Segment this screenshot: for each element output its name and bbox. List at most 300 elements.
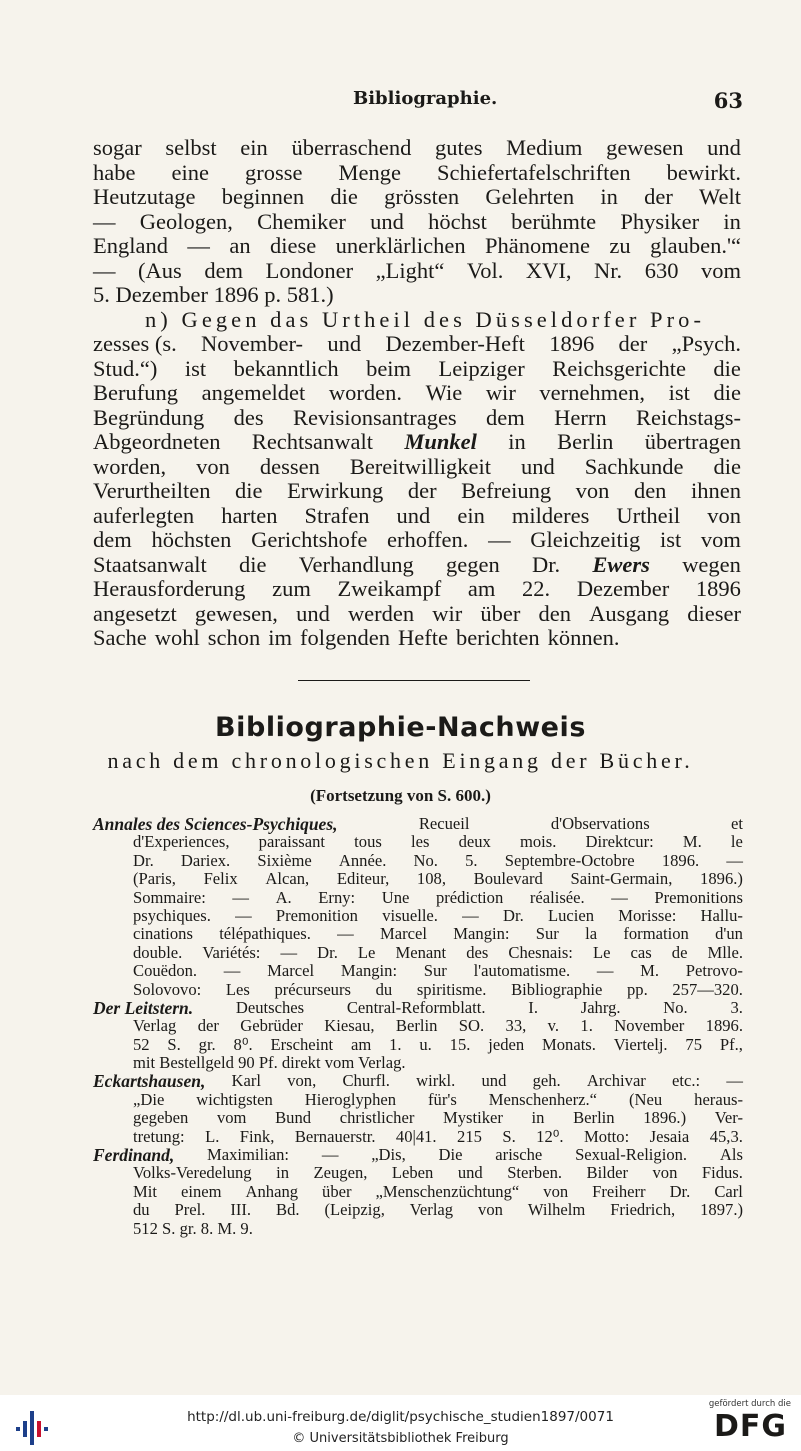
word: Sur (423, 961, 447, 981)
word: in (276, 1163, 289, 1183)
word: glauben.'“ (650, 233, 741, 258)
word: grosse (244, 159, 303, 185)
biblio-line (93, 1109, 743, 1127)
word: Direktcur: (585, 832, 654, 852)
word: Karl (231, 1071, 262, 1091)
word: Le (592, 942, 611, 962)
word: des (233, 404, 264, 430)
word: I. (528, 997, 538, 1017)
word: über (480, 600, 521, 626)
word: Archivar (586, 1071, 646, 1091)
word: Berlin (573, 1108, 615, 1128)
word: Maximilian: (206, 1145, 290, 1165)
word: können. (547, 625, 620, 650)
word: Dr. (669, 1181, 691, 1201)
body-line (93, 553, 741, 578)
word: für's (428, 1089, 457, 1109)
word: und (481, 1071, 507, 1091)
word: zu (609, 233, 631, 258)
word: d'un (715, 924, 743, 944)
copyright-notice: © Universitätsbibliothek Freiburg (292, 1431, 509, 1446)
word: 1. (389, 1034, 402, 1054)
word: Sexual-Religion. (575, 1145, 688, 1165)
word: 8⁰. (233, 1034, 253, 1054)
word: Bilder (586, 1163, 629, 1183)
word: November- (201, 331, 304, 356)
word: 1896 (695, 576, 741, 601)
word: télépathiques. (219, 924, 311, 944)
word: cinations (133, 924, 193, 944)
word: Deutsches (235, 997, 305, 1017)
word: den (633, 478, 667, 503)
word: Zeugen, (313, 1163, 368, 1183)
word: — (280, 942, 298, 962)
source-url[interactable]: http://dl.ub.uni-freiburg.de/diglit/psychische_studien1897/0071 (187, 1409, 614, 1425)
word: (Neu (629, 1089, 663, 1109)
word: worden, (93, 453, 167, 479)
word: Sache (93, 625, 147, 650)
word: Dr. (502, 905, 524, 925)
word: der (618, 331, 648, 356)
biblio-line (93, 1201, 743, 1219)
word: selbst (165, 135, 217, 160)
word: von (652, 1163, 678, 1183)
word: — (611, 887, 628, 907)
word: Erny: (318, 887, 356, 907)
word: Editeur, (336, 869, 390, 889)
biblio-line (93, 1183, 743, 1201)
word: Lucien (547, 905, 595, 925)
word: Churfl. (342, 1071, 390, 1091)
word: Bund (275, 1108, 312, 1128)
word: wir (485, 380, 516, 405)
body-line (93, 504, 741, 529)
word: Jesaia (649, 1126, 690, 1146)
biblio-line (93, 1164, 743, 1182)
word: höchsten (151, 527, 232, 552)
word: Dr. (133, 850, 154, 870)
word: Verlag (409, 1200, 454, 1220)
body-line (93, 479, 741, 504)
word: — (488, 527, 511, 552)
body-line (93, 577, 741, 602)
word: No. (413, 850, 438, 870)
body-line (93, 283, 741, 308)
word: folgenden (300, 625, 390, 650)
page-header (95, 88, 743, 116)
word: und (396, 502, 431, 528)
word: mit Bestellgeld 90 Pf. direkt vom Verlag. (133, 1053, 406, 1073)
word: harten (221, 502, 278, 528)
body-line (93, 161, 741, 186)
word: XVI, (525, 257, 572, 283)
word: der (197, 1016, 219, 1036)
word: über (322, 1181, 352, 1201)
running-head: Bibliographie. (353, 88, 498, 109)
word: Vol. (466, 257, 504, 283)
biblio-line (93, 944, 743, 962)
body-line (93, 406, 741, 431)
word: dessen (259, 453, 320, 479)
word: habe (93, 159, 136, 185)
body-text (93, 136, 741, 651)
word: Staatsanwalt (93, 551, 207, 577)
word: Prel. (174, 1200, 206, 1220)
word: an (229, 233, 251, 258)
word: gegen (446, 551, 500, 577)
word: sogar (93, 135, 142, 160)
word: Leipziger (438, 355, 525, 381)
word: Londoner (265, 257, 354, 283)
word: beginnen (221, 184, 305, 209)
word: Als (719, 1145, 743, 1165)
biblio-line (93, 1036, 743, 1054)
word: Septembre-Octobre (504, 850, 635, 870)
word: und (457, 1163, 483, 1183)
continuation-note: (Fortsetzung von S. 600.) (310, 786, 491, 805)
word: Phänomene (485, 233, 590, 258)
word: Zweikampf (337, 576, 442, 601)
word: Ewers (592, 551, 650, 577)
word: Carl (714, 1181, 743, 1201)
word: Menschenherz.“ (488, 1089, 598, 1109)
word: Verurtheilten (93, 478, 211, 503)
word: Reichstags- (636, 404, 741, 430)
word: L. (205, 1126, 220, 1146)
biblio-line (93, 889, 743, 907)
word: „Menschenzüchtung“ (375, 1181, 520, 1201)
footer (0, 1395, 801, 1451)
word: die (239, 551, 267, 577)
word: bewirkt. (666, 159, 741, 185)
word: schon (207, 625, 261, 650)
word: 1896 (549, 331, 595, 356)
word: „Dis, (371, 1145, 406, 1165)
word: gutes (435, 135, 483, 160)
word: heraus- (694, 1089, 743, 1109)
word: Année. (338, 850, 387, 870)
biblio-author: Annales des Sciences-Psychiques, (93, 814, 338, 834)
word: und (707, 135, 741, 160)
word: 512 S. gr. 8. M. 9. (133, 1218, 253, 1238)
word: und (370, 208, 404, 234)
word: — (187, 233, 210, 258)
word: und (327, 331, 362, 356)
word: die (713, 380, 741, 405)
word: la (585, 924, 598, 944)
word: Strafen (304, 502, 370, 528)
word: dem (93, 527, 132, 552)
word: am (350, 1034, 372, 1054)
word: Revisionsantrages (292, 404, 457, 430)
word: spiritisme. (416, 979, 487, 999)
word: im (268, 625, 292, 650)
word: bekanntlich (233, 355, 339, 381)
word: 33, (505, 1016, 527, 1036)
dfg-logo: DFG (713, 1409, 787, 1444)
word: S. (167, 1034, 181, 1054)
word: Anhang (245, 1181, 299, 1201)
word: von (543, 1181, 569, 1201)
word: A. (275, 887, 292, 907)
word: und (521, 453, 555, 479)
word: Chemiker (257, 208, 346, 234)
word: 257—320. (672, 979, 743, 999)
word: Leben (391, 1163, 434, 1183)
word: 1896. (705, 1016, 743, 1036)
word: (Leipzig, (324, 1200, 385, 1220)
word: Ver- (714, 1108, 743, 1128)
word: mois. (519, 832, 557, 852)
word: Mangin: (453, 924, 510, 944)
word: und (296, 600, 330, 626)
word: der (644, 184, 673, 209)
word: Physiker (620, 208, 700, 234)
word: Berlin (557, 429, 614, 454)
word: „Light“ (375, 257, 445, 283)
word: (Aus (138, 257, 182, 283)
word: den (538, 600, 572, 626)
biblio-line (93, 1128, 743, 1146)
body-line (93, 210, 741, 235)
word: Die (438, 1145, 463, 1165)
word: Welt (699, 184, 741, 209)
word: die (235, 478, 263, 503)
word: du (133, 1200, 150, 1220)
word: Munkel (404, 429, 477, 454)
word: Marcel (267, 961, 315, 981)
word: Bereitwilligkeit (349, 453, 492, 479)
word: vom (216, 1108, 247, 1128)
word: christlicher (339, 1108, 415, 1128)
word: u. (419, 1034, 432, 1054)
word: Boulevard (473, 869, 543, 889)
word: Hallu- (700, 905, 743, 925)
word: S. (502, 1126, 516, 1146)
body-line (93, 234, 741, 259)
word: wichtigsten (196, 1089, 273, 1109)
word: Freiherr (592, 1181, 646, 1201)
word: grössten (384, 184, 460, 209)
word: etc.: (672, 1071, 701, 1091)
word: angemeldet (201, 380, 306, 405)
word: d'Experiences, (133, 832, 230, 852)
biblio-line (93, 870, 743, 888)
biblio-author: Der Leitstern. (93, 997, 194, 1018)
word: Petrovo- (685, 961, 743, 981)
word: zum (272, 576, 311, 601)
word: auferlegten (93, 502, 195, 528)
word: 1897.) (700, 1200, 743, 1220)
word: in (508, 429, 526, 454)
word: wir (432, 600, 463, 626)
word: Premonition (275, 905, 358, 925)
word: Dezember-Heft (385, 331, 525, 356)
word: ihnen (690, 478, 741, 503)
word: am (467, 576, 496, 601)
word: Reichsgerichte (552, 355, 686, 381)
word: 1. (580, 1016, 593, 1036)
word: milderes (511, 502, 590, 528)
word: „Die (133, 1089, 165, 1109)
word: l'automatisme. (473, 961, 571, 981)
word: die (330, 184, 358, 209)
word: wirkl. (416, 1071, 456, 1091)
word: Berufung (93, 380, 178, 405)
word: wegen (682, 551, 741, 577)
word: Menge (338, 159, 401, 185)
word: ein (457, 502, 485, 528)
biblio-author: Ferdinand, (93, 1145, 175, 1166)
body-line (93, 430, 741, 455)
word: von (575, 478, 610, 503)
word: arische (495, 1145, 543, 1165)
word: Hieroglyphen (304, 1089, 397, 1109)
word: SO. (458, 1016, 485, 1036)
section-title: Bibliographie-Nachweis (215, 712, 586, 743)
word: von (707, 502, 741, 528)
word: Solovovo: (133, 979, 202, 999)
word: Sterben. (507, 1163, 563, 1183)
word: Premonitions (654, 887, 743, 907)
word: Chesnais: (508, 942, 573, 962)
word: Alcan, (265, 869, 310, 889)
word: 12⁰. (536, 1126, 564, 1146)
word: in (531, 1108, 545, 1128)
word: „Psych. (671, 331, 741, 356)
word: Stud.“) (93, 355, 158, 381)
word: 1896. (661, 850, 700, 870)
word: übertragen (644, 429, 741, 454)
word: prédiction (435, 887, 504, 907)
word: Abgeordneten (93, 429, 221, 454)
body-line (93, 455, 741, 480)
word: 75 (685, 1034, 703, 1054)
word: — (235, 905, 252, 925)
word: jeden (488, 1034, 525, 1054)
word: Sixième (257, 850, 312, 870)
word: eine (171, 159, 209, 185)
word: Fidus. (701, 1163, 743, 1183)
word: Gerichtshofe (251, 527, 368, 552)
word: Couëdon. (133, 961, 198, 981)
word: Motto: (584, 1126, 630, 1146)
word: Variétés: (202, 942, 261, 962)
biblio-entry-first-line (93, 1146, 743, 1164)
body-line (93, 259, 741, 284)
section-subtitle: nach dem chronologischen Eingang der Bücher. (107, 748, 694, 773)
word: angesetzt (93, 600, 177, 626)
word: III. (230, 1200, 252, 1220)
word: Geologen, (139, 208, 233, 234)
word: gegeben (133, 1108, 189, 1128)
body-line (93, 626, 741, 651)
word: Bd. (276, 1200, 300, 1220)
word: Gelehrten (485, 184, 575, 209)
word: Wie (425, 380, 463, 405)
word: 5. (465, 850, 478, 870)
word: Erscheint (270, 1034, 334, 1054)
word: Sommaire: (133, 887, 206, 907)
word: (Paris, (133, 869, 176, 889)
biblio-line (93, 1017, 743, 1035)
word: M. (640, 961, 660, 981)
word: ist (659, 527, 682, 552)
word: Dariex. (180, 850, 231, 870)
word: cas (630, 942, 652, 962)
word: Jahrg. (580, 997, 621, 1017)
word: England (93, 233, 168, 258)
word: formation (623, 924, 689, 944)
word: tous (354, 832, 382, 852)
body-line (93, 357, 741, 382)
word: von (478, 1200, 503, 1220)
word: Volks-Veredelung (133, 1163, 252, 1183)
word: — (93, 208, 116, 234)
word: deux (458, 832, 491, 852)
body-line (93, 308, 741, 333)
biblio-line (93, 852, 743, 870)
word: von, (287, 1071, 317, 1091)
word: — (223, 961, 241, 981)
word: paraissant (258, 832, 326, 852)
word: in (600, 184, 618, 209)
funding-note: gefördert durch die (708, 1399, 791, 1409)
word: Marcel (380, 924, 428, 944)
word: de (671, 942, 688, 962)
word: Nr. (594, 257, 623, 283)
word: beim (366, 355, 412, 381)
biblio-line (93, 962, 743, 980)
body-line (93, 528, 741, 553)
word: double. (133, 942, 183, 962)
word: ist (184, 355, 207, 381)
word: d'Observations (550, 814, 650, 833)
word: die (713, 453, 741, 479)
word: Viertelj. (613, 1034, 668, 1054)
word: gewesen (606, 135, 684, 160)
word: 215 (457, 1126, 482, 1146)
word: erhoffen. (387, 527, 469, 552)
word: geh. (532, 1071, 561, 1091)
word: die (713, 355, 741, 381)
word: werden (347, 600, 415, 626)
word: 630 (644, 257, 679, 283)
word: 3. (730, 997, 743, 1017)
biblio-entry-first-line (93, 999, 743, 1017)
word: Dr. (317, 942, 338, 962)
word: in (723, 208, 741, 234)
word: et (731, 814, 743, 833)
word: 1896.) (643, 1108, 687, 1128)
word: Schiefertafelschriften (436, 159, 631, 185)
body-line (93, 332, 741, 357)
word: berühmte (511, 208, 597, 234)
word: Saint-Germain, (570, 869, 673, 889)
word: 40|41. (395, 1126, 437, 1146)
word: Recueil (418, 814, 470, 833)
word: vom (700, 527, 741, 552)
word: Erwirkung (287, 478, 384, 503)
word: höchst (428, 208, 487, 234)
word: M. (682, 832, 702, 852)
word: 22. (522, 576, 551, 601)
word: des (466, 942, 489, 962)
word: Mystiker (442, 1108, 503, 1128)
body-line (93, 136, 741, 161)
word: Heutzutage (93, 184, 196, 209)
word: Felix (203, 869, 238, 889)
